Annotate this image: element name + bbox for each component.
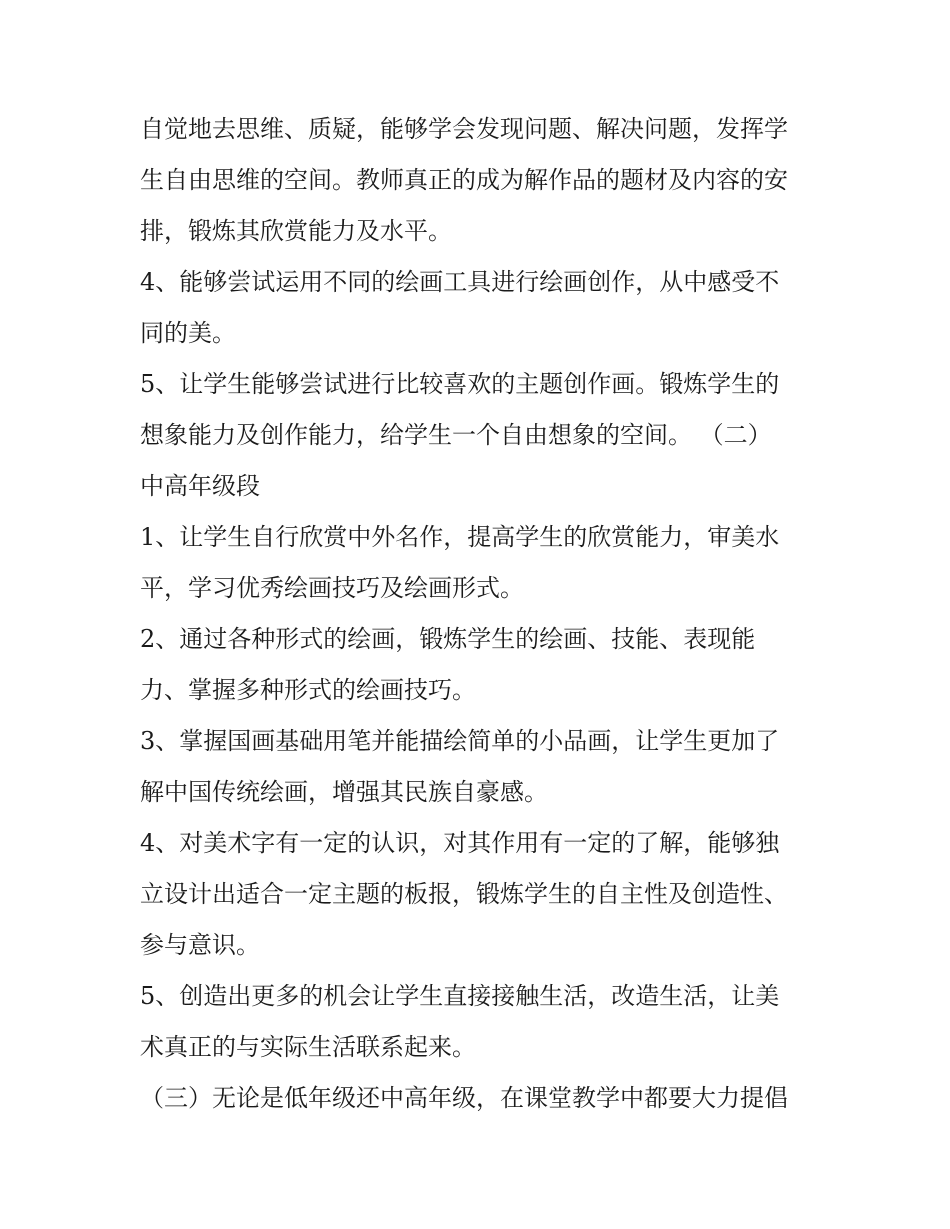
text-line: 术真正的与实际生活联系起来。 bbox=[140, 1033, 476, 1061]
text-line: 5、让学生能够尝试进行比较喜欢的主题创作画。锻炼学生的 bbox=[140, 370, 780, 398]
text-line: 3、掌握国画基础用笔并能描绘简单的小品画，让学生更加了 bbox=[140, 727, 780, 755]
text-line: 平，学习优秀绘画技巧及绘画形式。 bbox=[140, 574, 524, 602]
text-line: 5、创造出更多的机会让学生直接接触生活，改造生活，让美 bbox=[140, 982, 780, 1010]
text-line: 同的美。 bbox=[140, 319, 236, 347]
text-line: 立设计出适合一定主题的板报，锻炼学生的自主性及创造性、 bbox=[140, 880, 788, 908]
body-text bbox=[140, 104, 830, 1124]
text-line: （三）无论是低年级还中高年级，在课堂教学中都要大力提倡 bbox=[140, 1084, 788, 1112]
section-heading: 中高年级段 bbox=[140, 472, 260, 500]
text-line: 2、通过各种形式的绘画，锻炼学生的绘画、技能、表现能 bbox=[140, 625, 756, 653]
text-line: 4、能够尝试运用不同的绘画工具进行绘画创作，从中感受不 bbox=[140, 268, 780, 296]
text-line: 想象能力及创作能力，给学生一个自由想象的空间。 （二） bbox=[140, 421, 772, 449]
text-line: 4、对美术字有一定的认识，对其作用有一定的了解，能够独 bbox=[140, 829, 780, 857]
text-line: 排，锻炼其欣赏能力及水平。 bbox=[140, 217, 452, 245]
text-line: 解中国传统绘画，增强其民族自豪感。 bbox=[140, 778, 548, 806]
text-line: 1、让学生自行欣赏中外名作，提高学生的欣赏能力，审美水 bbox=[140, 523, 780, 551]
text-line: 参与意识。 bbox=[140, 931, 260, 959]
text-line: 力、掌握多种形式的绘画技巧。 bbox=[140, 676, 476, 704]
text-line: 自觉地去思维、质疑，能够学会发现问题、解决问题，发挥学 bbox=[140, 115, 788, 143]
text-line: 生自由思维的空间。教师真正的成为解作品的题材及内容的安 bbox=[140, 166, 788, 194]
